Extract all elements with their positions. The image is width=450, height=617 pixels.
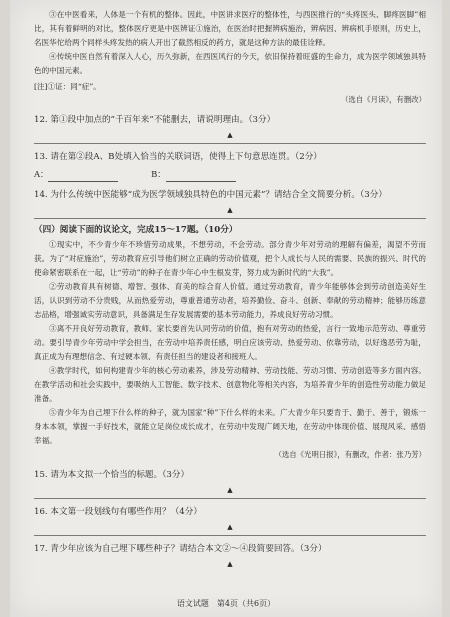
page-footer: 语文试题 第4页（共6页） (176, 599, 276, 608)
question-12: 12. 第①段中加点的“千百年来”不能删去，请说明理由。（3分） (34, 115, 276, 125)
exam-page (10, 0, 442, 617)
essay-paragraph-4: ④教学时代，如何构建青少年的核心劳动素养，涉及劳动精神、劳动技能、劳动习惯、劳动创造等多方面内容。在教学活动和社会实践中，要吸纳人工智能、数字技术、创意物化等相关内容，为培养青少年的创造性劳动能力做足准备。 (34, 366, 426, 403)
paragraph-3: ③在中医看来，人体是一个有机的整体。因此，中医讲求医疗的整体性，与西医推行的“头疼医头、脚疼医脚”相比，其有着鲜明的对比，整体医疗更是中医辨证①施治，在医治时把握辨病施治，辨病因、辨病机手原则，历史上，名医华佗给两个同样头疼发热的病人开出了截然相反的药方，就是这种方法的最佳诠释。 (34, 10, 426, 47)
answer-line-12[interactable] (34, 142, 426, 144)
answer-marker-17: ▲ (227, 560, 233, 568)
section-4-heading: （四）阅读下面的议论文，完成15～17题。（10分） (34, 225, 238, 235)
answer-marker-16: ▲ (227, 523, 233, 531)
answer-marker-15: ▲ (227, 486, 233, 494)
essay-paragraph-5: ⑤青少年为自己埋下什么样的种子，就为国家“种”下什么样的未来。广大青少年只要肯于、勤于、善于，锻炼一身本本领，掌握一手好技术，就能立足岗位成长成才，在劳动中发现广阔天地，在劳动中体现价值、展现风采、感悟幸福。 (34, 408, 426, 445)
page-content (34, 8, 426, 571)
question-14: 14. 为什么传统中医能够“成为医学领域独具特色的中国元素”？请结合全文简要分析。（3分） (34, 190, 387, 200)
source-citation-1: （选自《月读》，有删改） (341, 95, 426, 104)
essay-paragraph-3: ③离不开良好劳动教育，教师、家长要首先认同劳动的价值，抱有对劳动的热爱，言行一致地示范劳动、尊重劳动。要引导青少年劳动中学会担当，在劳动中培养责任感，明白应该劳动、热爱劳动、依靠劳动，以好逸恶劳为耻，真正成为有理想信念、有过硬本领、有责任担当的建设者和接班人。 (34, 324, 426, 361)
source-citation-2: （选自《光明日报》，有删改，作者：张乃芳） (274, 450, 426, 459)
paragraph-4: ④传统中医自然有着深入人心，历久弥新，在西医风行的今天，依旧保持着旺盛的生命力，成为医学领域独具特色的中国元素。 (34, 52, 426, 75)
blank-b-label: B： (151, 169, 166, 179)
answer-line-15[interactable] (34, 497, 426, 499)
question-17: 17. 青少年应该为自己埋下哪些种子？请结合本文②～④段简要回答。（3分） (34, 544, 327, 554)
blank-a-label: A： (34, 169, 49, 179)
blank-a-field[interactable] (48, 167, 118, 182)
answer-line-14[interactable] (34, 217, 426, 219)
question-16: 16. 本文第一段划线句有哪些作用？（4分） (34, 507, 202, 517)
answer-blanks-13 (34, 167, 426, 182)
question-15: 15. 请为本文拟一个恰当的标题。（3分） (34, 470, 190, 480)
answer-marker-12: ▲ (227, 131, 233, 139)
essay-paragraph-2: ②劳动教育具有树德、增智、强体、育美的综合育人价值。通过劳动教育，青少年能够体会到劳动创造美好生活，认识到劳动不分贵贱，从而热爱劳动，尊重普通劳动者，培养勤俭、奋斗、创新、奉献的劳动精神；能够历练意志品格，增强诚实劳动意识，具备满足生存发展需要的基本劳动能力，养成良好劳动习惯。 (34, 282, 426, 319)
annotation-note: [注]①证：同“症”。 (34, 82, 101, 91)
answer-marker-14: ▲ (227, 206, 233, 214)
answer-line-16[interactable] (34, 534, 426, 536)
essay-paragraph-1: ①现实中，不少青少年不珍惜劳动成果，不想劳动，不会劳动。部分青少年对劳动的理解有偏差，渴望不劳而获。为了“对症施治”，劳动教育应引导他们树立正确的劳动价值观，把个人成长与人民的需要、民族的振兴、时代的使命紧密联系在一起，让“劳动”的种子在青少年心中生根发芽，努力成为新时代的“大我”。 (34, 240, 426, 277)
blank-b-field[interactable] (166, 167, 236, 182)
question-13: 13. 请在第②段A、B处填入恰当的关联词语，使得上下句意思连贯。（2分） (34, 152, 322, 162)
